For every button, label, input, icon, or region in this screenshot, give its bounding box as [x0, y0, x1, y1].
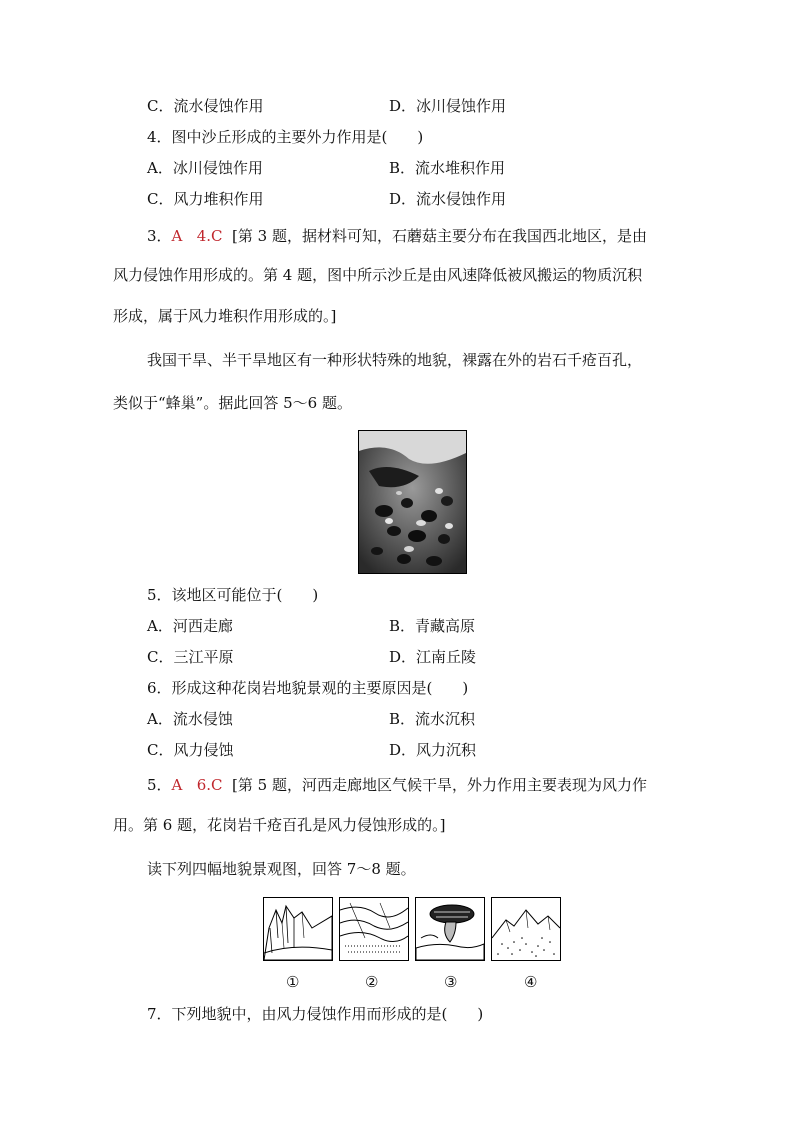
q7-stem: 7．下列地貌中，由风力侵蚀作用而形成的是( ): [147, 1005, 484, 1023]
figure-label-2: ②: [365, 973, 379, 991]
landform-figure-1: [263, 897, 333, 961]
passage-7-8: 读下列四幅地貌景观图，回答 7～8 题。: [147, 860, 416, 878]
honeycomb-rock-photo: [358, 430, 467, 574]
q4-option-c: C．风力堆积作用: [147, 190, 264, 208]
answer-5-6-explanation-2: 用。第 6 题，花岗岩千疮百孔是风力侵蚀形成的。]: [113, 816, 446, 834]
landform-figures: [263, 897, 563, 963]
figure-label-4: ④: [524, 973, 538, 991]
answer-5-6-explanation-1: [第 5 题，河西走廊地区气候干旱，外力作用主要表现为风力作: [232, 776, 647, 794]
q4-option-a: A．冰川侵蚀作用: [147, 159, 263, 177]
passage-5-6-line2: 类似于“蜂巢”。据此回答 5～6 题。: [113, 394, 352, 412]
q5-stem: 5．该地区可能位于( ): [147, 586, 319, 604]
answer-4-key: 4.C: [196, 227, 223, 245]
answer-5-6-line1: [147, 775, 647, 795]
q5-option-b: B．青藏高原: [389, 617, 476, 635]
q6-option-b: B．流水沉积: [389, 710, 476, 728]
q6-option-d: D．风力沉积: [389, 741, 477, 759]
q6-option-a: A．流水侵蚀: [147, 710, 233, 728]
landform-figure-3: [415, 897, 485, 961]
answer-6-key: 6.C: [196, 776, 223, 794]
answer-3-number: 3．: [147, 227, 172, 245]
q6-stem: 6．形成这种花岗岩地貌景观的主要原因是( ): [147, 679, 469, 697]
figure-label-1: ①: [286, 973, 300, 991]
q5-option-d: D．江南丘陵: [389, 648, 477, 666]
q3-option-c: C．流水侵蚀作用: [147, 97, 264, 115]
q6-option-c: C．风力侵蚀: [147, 741, 234, 759]
passage-5-6-line1: 我国干旱、半干旱地区有一种形状特殊的地貌，裸露在外的岩石千疮百孔，: [147, 351, 643, 369]
answer-5-key: A: [171, 776, 183, 794]
answer-5-number: 5．: [147, 776, 172, 794]
answer-3-4-explanation-3: 形成，属于风力堆积作用形成的。]: [113, 307, 337, 325]
figure-label-3: ③: [444, 973, 458, 991]
q4-option-b: B．流水堆积作用: [389, 159, 506, 177]
q5-option-a: A．河西走廊: [147, 617, 233, 635]
answer-3-4-line1: [147, 226, 647, 246]
landform-figure-4: [491, 897, 561, 961]
answer-3-4-explanation-1: [第 3 题，据材料可知，石蘑菇主要分布在我国西北地区，是由: [232, 227, 647, 245]
answer-3-4-explanation-2: 风力侵蚀作用形成的。第 4 题，图中所示沙丘是由风速降低被风搬运的物质沉积: [113, 266, 643, 284]
answer-3-key: A: [171, 227, 183, 245]
landform-figure-2: [339, 897, 409, 961]
q5-option-c: C．三江平原: [147, 648, 234, 666]
q3-option-d: D．冰川侵蚀作用: [389, 97, 507, 115]
q4-stem: 4．图中沙丘形成的主要外力作用是( ): [147, 128, 424, 146]
q4-option-d: D．流水侵蚀作用: [389, 190, 507, 208]
